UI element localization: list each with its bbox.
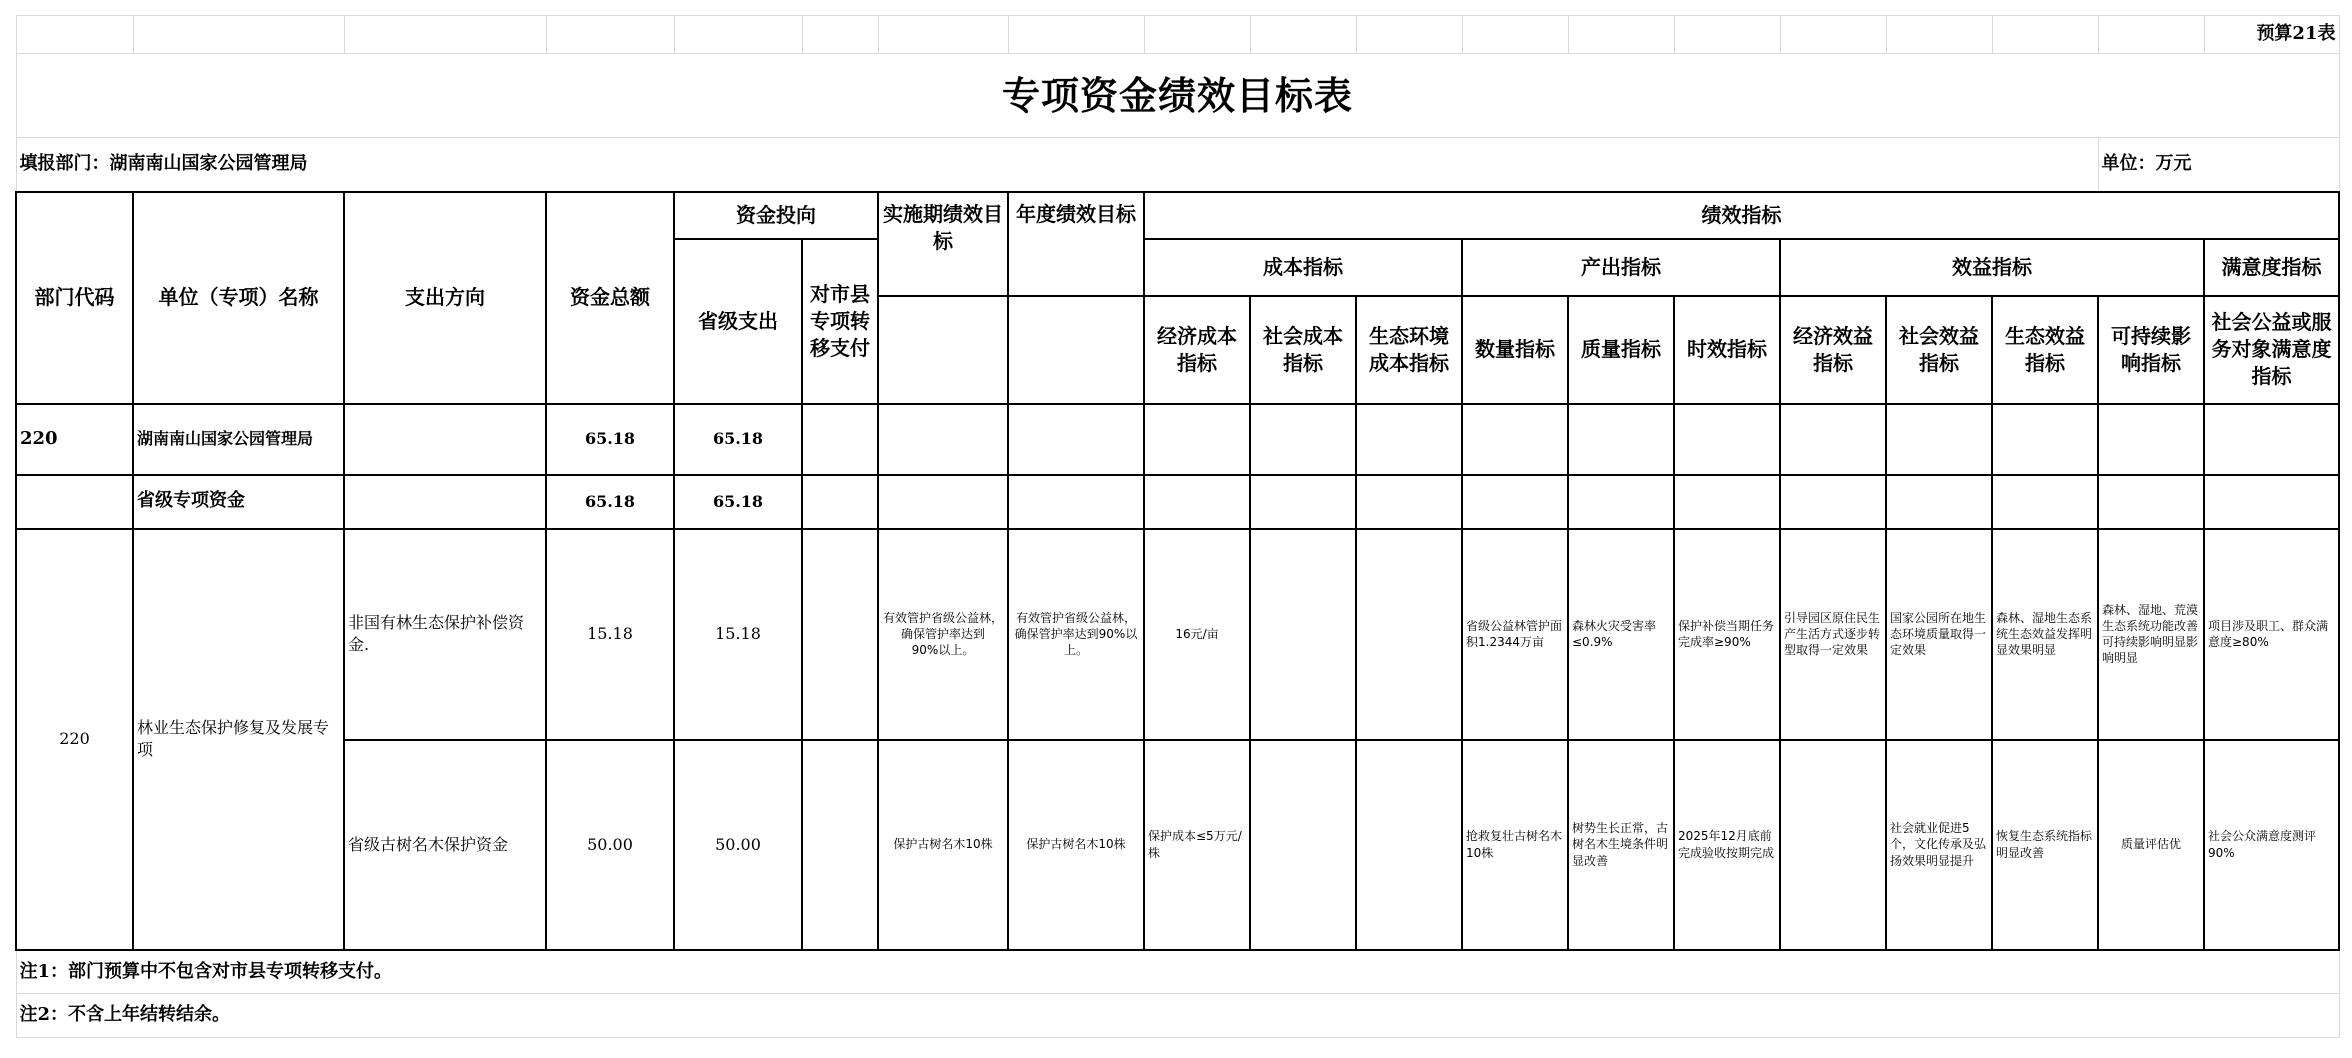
- item1-direction: 非国有林生态保护补偿资金.: [344, 529, 546, 740]
- table-row: [16, 475, 2339, 529]
- unit: [2098, 138, 2339, 192]
- item2-sustain: 质量评估优: [2098, 740, 2204, 950]
- header-fund-target: 资金投向: [674, 192, 878, 239]
- project-code: 220: [16, 529, 133, 950]
- item2-econ-cost: 保护成本≤5万元/株: [1144, 740, 1250, 950]
- table-row: [16, 529, 2339, 740]
- form-code-row: [16, 16, 2339, 54]
- header-cost: 成本指标: [1144, 239, 1462, 296]
- header-quantity: 数量指标: [1462, 296, 1568, 404]
- dept-name: 湖南南山国家公园管理局: [133, 404, 344, 475]
- header-transfer: 对市县专项转移支付: [802, 239, 878, 404]
- item2-impl-goal: 保护古树名木10株: [878, 740, 1008, 950]
- special-name: 省级专项资金: [133, 475, 344, 529]
- project-name: 林业生态保护修复及发展专项: [133, 529, 344, 950]
- dept-total: 65.18: [546, 404, 674, 475]
- header-eco-benefit: 生态效益指标: [1992, 296, 2098, 404]
- special-total: 65.18: [546, 475, 674, 529]
- special-provincial: 65.18: [674, 475, 802, 529]
- unit-value: 万元: [2155, 153, 2192, 175]
- note-2: 注2：不含上年结转结余。: [16, 994, 2339, 1038]
- dept-code: 220: [16, 404, 133, 475]
- header-econ-cost: 经济成本指标: [1144, 296, 1250, 404]
- item1-total: 15.18: [546, 529, 674, 740]
- item1-annual-goal: 有效管护省级公益林，确保管护率达到90%以上。: [1008, 529, 1144, 740]
- item2-quality: 树势生长正常，古树名木生境条件明显改善: [1568, 740, 1674, 950]
- item1-econ-cost: 16元/亩: [1144, 529, 1250, 740]
- item2-econ-benefit: [1780, 740, 1886, 950]
- unit-label: 单位：: [2101, 153, 2156, 175]
- table-row: [16, 404, 2339, 475]
- header-social-cost: 社会成本指标: [1250, 296, 1356, 404]
- header-impl-goal: 实施期绩效目标: [878, 192, 1008, 296]
- item2-timeliness: 2025年12月底前完成验收按期完成: [1674, 740, 1780, 950]
- page-title: 专项资金绩效目标表: [16, 54, 2339, 138]
- budget-performance-table: [15, 15, 2340, 1038]
- item2-satisfaction: 社会公众满意度测评90%: [2204, 740, 2339, 950]
- item1-satisfaction: 项目涉及职工、群众满意度≥80%: [2204, 529, 2339, 740]
- fill-dept: [16, 138, 2098, 192]
- header-benefit: 效益指标: [1780, 239, 2204, 296]
- item2-eco-benefit: 恢复生态系统指标明显改善: [1992, 740, 2098, 950]
- item1-econ-benefit: 引导园区原住民生产生活方式逐步转型取得一定效果: [1780, 529, 1886, 740]
- note-1: 注1：部门预算中不包含对市县专项转移支付。: [16, 950, 2339, 994]
- item1-sustain: 森林、湿地、荒漠生态系统功能改善可持续影响明显影响明显: [2098, 529, 2204, 740]
- header-social-benefit: 社会效益指标: [1886, 296, 1992, 404]
- table-row: [16, 740, 2339, 950]
- item1-social-benefit: 国家公园所在地生态环境质量取得一定效果: [1886, 529, 1992, 740]
- header-satisfaction: 满意度指标: [2204, 239, 2339, 296]
- header-annual-goal: 年度绩效目标: [1008, 192, 1144, 296]
- item1-impl-goal: 有效管护省级公益林，确保管护率达到 90%以上。: [878, 529, 1008, 740]
- fill-dept-value: 湖南南山国家公园管理局: [109, 153, 308, 175]
- header-total: 资金总额: [546, 192, 674, 404]
- fill-dept-label: 填报部门：: [19, 153, 110, 175]
- header-quality: 质量指标: [1568, 296, 1674, 404]
- item1-quality: 森林火灾受害率≤0.9%: [1568, 529, 1674, 740]
- form-code: 预算21表: [2204, 16, 2339, 54]
- item2-total: 50.00: [546, 740, 674, 950]
- item1-timeliness: 保护补偿当期任务完成率≥90%: [1674, 529, 1780, 740]
- header-timeliness: 时效指标: [1674, 296, 1780, 404]
- item2-social-benefit: 社会就业促进5个，文化传承及弘扬效果明显提升: [1886, 740, 1992, 950]
- header-perf: 绩效指标: [1144, 192, 2339, 239]
- header-dept-code: 部门代码: [16, 192, 133, 404]
- dept-provincial: 65.18: [674, 404, 802, 475]
- item1-quantity: 省级公益林管护面积1.2344万亩: [1462, 529, 1568, 740]
- header-sustain: 可持续影响指标: [2098, 296, 2204, 404]
- header-unit-name: 单位（专项）名称: [133, 192, 344, 404]
- header-output: 产出指标: [1462, 239, 1780, 296]
- item2-provincial: 50.00: [674, 740, 802, 950]
- item2-quantity: 抢救复壮古树名木10株: [1462, 740, 1568, 950]
- header-eco-cost: 生态环境成本指标: [1356, 296, 1462, 404]
- header-econ-benefit: 经济效益指标: [1780, 296, 1886, 404]
- item1-eco-benefit: 森林、湿地生态系统生态效益发挥明显效果明显: [1992, 529, 2098, 740]
- header-direction: 支出方向: [344, 192, 546, 404]
- item2-direction: 省级古树名木保护资金: [344, 740, 546, 950]
- item1-provincial: 15.18: [674, 529, 802, 740]
- header-public-sat: 社会公益或服务对象满意度指标: [2204, 296, 2339, 404]
- item2-annual-goal: 保护古树名木10株: [1008, 740, 1144, 950]
- header-provincial: 省级支出: [674, 239, 802, 404]
